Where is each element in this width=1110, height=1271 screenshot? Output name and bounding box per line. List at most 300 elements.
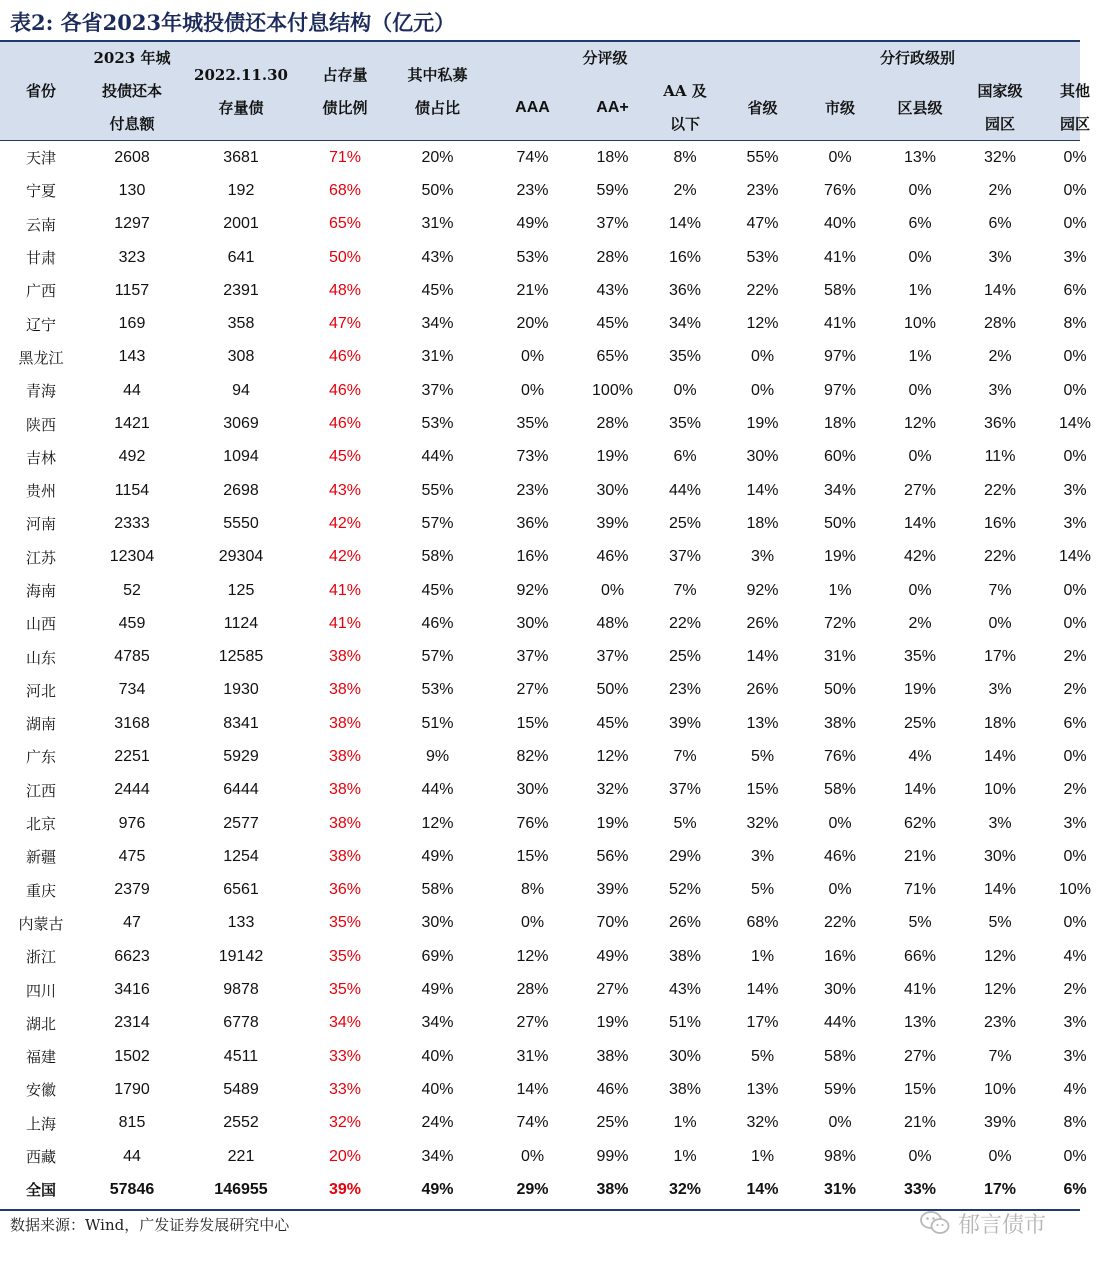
value-cell: 2314: [114, 1014, 150, 1032]
value-cell: 13%: [904, 148, 937, 166]
value-cell: 59%: [596, 181, 629, 199]
value-cell: 48%: [596, 614, 629, 632]
share-cell: 38%: [328, 814, 362, 832]
table-row: [0, 640, 1110, 673]
value-cell: 13%: [746, 1080, 779, 1098]
value-cell: 3%: [1063, 1047, 1087, 1065]
header-other-park-line2: 园区: [1060, 115, 1091, 133]
value-cell: 0%: [1063, 181, 1087, 199]
value-cell: 37%: [596, 215, 629, 233]
province-cell: 山东: [25, 648, 56, 667]
value-cell: 1%: [750, 947, 775, 965]
value-cell: 40%: [421, 1080, 454, 1098]
value-cell: 6%: [908, 215, 932, 233]
value-cell: 14%: [984, 747, 1017, 765]
value-cell: 21%: [904, 1114, 937, 1132]
header-private-line1: 其中私募: [407, 65, 468, 84]
value-cell: 37%: [596, 648, 629, 666]
value-cell: 74%: [516, 1114, 549, 1132]
value-cell: 31%: [421, 215, 454, 233]
value-cell: 3%: [1063, 514, 1087, 532]
value-cell: 47%: [746, 215, 779, 233]
share-cell: 35%: [328, 914, 362, 932]
value-cell: 3%: [1063, 814, 1087, 832]
value-cell: 53%: [516, 248, 549, 266]
value-cell: 97%: [824, 348, 857, 366]
value-cell: 4%: [1063, 1080, 1087, 1098]
value-cell: 23%: [516, 481, 549, 499]
value-cell: 32%: [746, 814, 779, 832]
value-cell: 2%: [988, 181, 1012, 199]
value-cell: 0%: [908, 181, 932, 199]
value-cell: 52: [123, 581, 141, 599]
province-cell: 甘肃: [25, 249, 56, 268]
province-cell: 江西: [25, 781, 56, 800]
value-cell: 28%: [596, 248, 629, 266]
value-cell: 18%: [984, 714, 1017, 732]
province-cell: 全国: [25, 1181, 56, 1200]
value-cell: 8%: [1063, 1114, 1087, 1132]
value-cell: 0%: [908, 581, 932, 599]
value-cell: 37%: [668, 548, 702, 566]
value-cell: 22%: [746, 281, 779, 299]
header-county: 区县级: [897, 98, 943, 117]
table-row: [0, 407, 1110, 440]
province-cell: 云南: [25, 215, 56, 234]
header-province: 省份: [25, 82, 56, 100]
table-row: [0, 740, 1110, 773]
value-cell: 19%: [746, 415, 779, 433]
value-cell: 58%: [421, 548, 454, 566]
value-cell: 475: [118, 847, 146, 865]
table-row: [0, 1140, 1110, 1173]
value-cell: 17%: [984, 648, 1017, 666]
header-private: [390, 42, 485, 141]
header-aa-plus: AA+: [596, 99, 629, 116]
value-cell: 58%: [421, 881, 454, 899]
table-row: [0, 574, 1110, 607]
province-cell: 江苏: [25, 548, 56, 567]
province-cell: 内蒙古: [18, 914, 64, 933]
value-cell: 1%: [673, 1114, 697, 1132]
header-stock-label: 存量债: [218, 98, 264, 117]
value-cell: 32%: [746, 1114, 779, 1132]
value-cell: 53%: [421, 415, 454, 433]
table-row: [0, 174, 1110, 207]
value-cell: 34%: [421, 315, 454, 333]
value-cell: 3416: [114, 981, 150, 999]
source-note: 数据来源：Wind，广发证券发展研究中心: [10, 1216, 290, 1234]
value-cell: 49%: [421, 1180, 454, 1198]
value-cell: 358: [227, 315, 255, 333]
value-cell: 26%: [668, 914, 702, 932]
table-row: [0, 1073, 1110, 1106]
value-cell: 5550: [223, 514, 259, 532]
value-cell: 47: [123, 914, 141, 932]
value-cell: 30%: [516, 781, 549, 799]
header-other-park: [1040, 75, 1110, 141]
share-cell: 41%: [328, 581, 362, 599]
header-national-park-line2: 园区: [985, 115, 1016, 133]
province-cell: 海南: [25, 582, 56, 600]
value-cell: 53%: [421, 681, 454, 699]
value-cell: 12%: [746, 315, 779, 333]
value-cell: 44: [123, 381, 141, 399]
table-row: [0, 1040, 1110, 1073]
table-row: [0, 507, 1110, 540]
header-rule: [0, 140, 1080, 141]
share-cell: 38%: [328, 714, 362, 732]
table-row: [0, 940, 1110, 973]
value-cell: 9878: [223, 981, 259, 999]
value-cell: 36%: [984, 415, 1017, 433]
value-cell: 4%: [1063, 947, 1087, 965]
value-cell: 0%: [520, 914, 545, 932]
value-cell: 55%: [421, 481, 454, 499]
value-cell: 56%: [596, 847, 629, 865]
province-cell: 贵州: [25, 482, 56, 501]
value-cell: 32%: [596, 781, 629, 799]
header-provincial: 省级: [747, 98, 778, 117]
value-cell: 92%: [746, 581, 779, 599]
value-cell: 16%: [668, 248, 702, 266]
table-row: [0, 973, 1110, 1006]
value-cell: 0%: [908, 248, 932, 266]
value-cell: 57846: [109, 1180, 155, 1198]
value-cell: 2333: [114, 514, 150, 532]
value-cell: 2251: [114, 747, 150, 765]
value-cell: 3681: [223, 148, 259, 166]
value-cell: 45%: [596, 315, 629, 333]
share-cell: 39%: [328, 1180, 362, 1198]
value-cell: 1502: [114, 1047, 150, 1065]
share-cell: 65%: [328, 215, 362, 233]
value-cell: 99%: [596, 1147, 629, 1165]
province-cell: 宁夏: [25, 182, 56, 201]
value-cell: 18%: [824, 415, 857, 433]
value-cell: 6%: [1063, 1180, 1087, 1198]
value-cell: 82%: [516, 747, 549, 765]
value-cell: 976: [118, 814, 146, 832]
value-cell: 3%: [988, 681, 1012, 699]
value-cell: 49%: [421, 847, 454, 865]
province-cell: 上海: [25, 1114, 56, 1133]
value-cell: 70%: [596, 914, 629, 932]
province-cell: 浙江: [25, 948, 56, 967]
table-row: [0, 840, 1110, 873]
value-cell: 6%: [673, 448, 697, 466]
province-cell: 湖北: [25, 1014, 56, 1033]
value-cell: 0%: [750, 381, 775, 399]
value-cell: 12%: [516, 947, 549, 965]
table-row: [0, 208, 1110, 241]
province-cell: 山西: [25, 615, 56, 634]
value-cell: 38%: [668, 1080, 702, 1098]
header-admin-group: 分行政级别: [880, 49, 956, 67]
value-cell: 36%: [516, 514, 549, 532]
value-cell: 35%: [516, 415, 549, 433]
header-share-line2: 债比例: [322, 98, 368, 117]
value-cell: 12%: [596, 747, 629, 765]
value-cell: 0%: [1063, 847, 1087, 865]
value-cell: 0%: [1063, 381, 1087, 399]
value-cell: 28%: [596, 415, 629, 433]
province-cell: 安徽: [25, 1081, 56, 1100]
value-cell: 192: [227, 181, 255, 199]
value-cell: 5%: [673, 814, 697, 832]
value-cell: 38%: [824, 714, 857, 732]
value-cell: 51%: [668, 1014, 702, 1032]
value-cell: 5%: [908, 914, 932, 932]
province-cell: 重庆: [25, 881, 56, 900]
value-cell: 46%: [421, 614, 454, 632]
value-cell: 46%: [596, 1080, 629, 1098]
share-cell: 42%: [328, 514, 362, 532]
value-cell: 76%: [824, 181, 857, 199]
value-cell: 1930: [223, 681, 259, 699]
value-cell: 30%: [984, 847, 1017, 865]
value-cell: 0%: [1063, 448, 1087, 466]
value-cell: 0%: [520, 1147, 545, 1165]
value-cell: 0%: [988, 1147, 1012, 1165]
value-cell: 2%: [988, 348, 1012, 366]
value-cell: 50%: [824, 681, 857, 699]
value-cell: 1%: [673, 1147, 697, 1165]
value-cell: 27%: [516, 681, 549, 699]
share-cell: 71%: [328, 148, 362, 166]
value-cell: 51%: [421, 714, 454, 732]
value-cell: 4511: [223, 1047, 259, 1065]
value-cell: 8%: [520, 881, 545, 899]
value-cell: 0%: [828, 148, 852, 166]
wechat-icon: [920, 1210, 950, 1236]
value-cell: 52%: [668, 881, 702, 899]
value-cell: 42%: [904, 548, 937, 566]
value-cell: 26%: [746, 614, 779, 632]
value-cell: 68%: [746, 914, 779, 932]
value-cell: 20%: [421, 148, 454, 166]
value-cell: 34%: [824, 481, 857, 499]
province-cell: 河北: [25, 681, 56, 700]
value-cell: 32%: [668, 1180, 702, 1198]
share-cell: 45%: [328, 448, 362, 466]
value-cell: 34%: [668, 315, 702, 333]
value-cell: 0%: [673, 381, 697, 399]
value-cell: 6778: [223, 1014, 259, 1032]
value-cell: 28%: [516, 981, 549, 999]
header-other-park-line1: 其他: [1060, 82, 1091, 100]
value-cell: 46%: [824, 847, 857, 865]
value-cell: 0%: [988, 614, 1012, 632]
value-cell: 11%: [984, 448, 1016, 466]
value-cell: 17%: [746, 1014, 779, 1032]
bottom-rule: [0, 1209, 1080, 1211]
value-cell: 25%: [904, 714, 937, 732]
value-cell: 12%: [421, 814, 454, 832]
value-cell: 14%: [516, 1080, 549, 1098]
value-cell: 4785: [114, 648, 150, 666]
share-cell: 38%: [328, 648, 362, 666]
header-stock: [182, 42, 300, 141]
value-cell: 39%: [596, 881, 629, 899]
value-cell: 3%: [988, 814, 1012, 832]
value-cell: 1154: [114, 481, 150, 499]
value-cell: 6444: [223, 781, 259, 799]
value-cell: 30%: [421, 914, 454, 932]
value-cell: 49%: [516, 215, 549, 233]
value-cell: 66%: [904, 947, 937, 965]
header-repay-2023: [82, 42, 182, 141]
value-cell: 19%: [596, 1014, 629, 1032]
header-rating-group: 分评级: [582, 49, 628, 67]
share-cell: 35%: [328, 981, 362, 999]
value-cell: 44%: [421, 448, 454, 466]
value-cell: 73%: [516, 448, 549, 466]
value-cell: 32%: [984, 148, 1017, 166]
value-cell: 44%: [824, 1014, 857, 1032]
value-cell: 3%: [750, 548, 775, 566]
share-cell: 33%: [328, 1047, 362, 1065]
value-cell: 44: [123, 1147, 141, 1165]
header-city: 市级: [825, 98, 856, 117]
value-cell: 50%: [421, 181, 454, 199]
value-cell: 14%: [904, 514, 937, 532]
value-cell: 35%: [668, 348, 702, 366]
value-cell: 49%: [596, 947, 629, 965]
table-title: 表2: 各省2023年城投债还本付息结构（亿元）: [10, 10, 456, 35]
value-cell: 22%: [668, 614, 702, 632]
value-cell: 4%: [908, 747, 932, 765]
table-row: [0, 441, 1110, 474]
table-row: [0, 674, 1110, 707]
value-cell: 7%: [988, 581, 1012, 599]
value-cell: 14%: [984, 881, 1017, 899]
table-row: [0, 774, 1110, 807]
province-cell: 湖南: [25, 715, 56, 734]
share-cell: 32%: [328, 1114, 362, 1132]
value-cell: 815: [118, 1114, 146, 1132]
value-cell: 1%: [750, 1147, 775, 1165]
value-cell: 12585: [218, 648, 264, 666]
value-cell: 5489: [223, 1080, 259, 1098]
value-cell: 0%: [1063, 148, 1087, 166]
value-cell: 31%: [421, 348, 454, 366]
value-cell: 1421: [114, 415, 150, 433]
header-national-park: [960, 75, 1040, 141]
table-row: [0, 1107, 1110, 1140]
value-cell: 5%: [750, 1047, 775, 1065]
value-cell: 2577: [223, 814, 259, 832]
value-cell: 2444: [114, 781, 150, 799]
value-cell: 1297: [114, 215, 150, 233]
table-row: [0, 374, 1110, 407]
value-cell: 28%: [984, 315, 1017, 333]
value-cell: 0%: [750, 348, 775, 366]
value-cell: 36%: [668, 281, 702, 299]
value-cell: 69%: [421, 947, 454, 965]
value-cell: 308: [227, 348, 255, 366]
value-cell: 3168: [114, 714, 150, 732]
value-cell: 0%: [1063, 914, 1087, 932]
share-cell: 38%: [328, 681, 362, 699]
value-cell: 5929: [223, 747, 259, 765]
province-cell: 西藏: [25, 1148, 56, 1167]
value-cell: 2%: [1063, 648, 1087, 666]
value-cell: 29304: [218, 548, 264, 566]
value-cell: 76%: [824, 747, 857, 765]
share-cell: 38%: [328, 781, 362, 799]
watermark-text: 郁言债市: [957, 1212, 1046, 1238]
value-cell: 8341: [223, 714, 259, 732]
header-stock-date: 2022.11.30: [194, 65, 288, 84]
value-cell: 0%: [1063, 215, 1087, 233]
value-cell: 76%: [516, 814, 549, 832]
value-cell: 22%: [984, 548, 1017, 566]
province-cell: 北京: [25, 815, 56, 834]
table-row: [0, 341, 1110, 374]
table-row: [0, 607, 1110, 640]
value-cell: 3%: [1063, 248, 1087, 266]
header-private-line2: 债占比: [414, 98, 460, 117]
value-cell: 57%: [421, 514, 454, 532]
province-cell: 黑龙江: [18, 348, 64, 367]
value-cell: 43%: [596, 281, 629, 299]
value-cell: 6%: [988, 215, 1012, 233]
value-cell: 30%: [746, 448, 779, 466]
value-cell: 45%: [421, 281, 454, 299]
share-cell: 68%: [328, 181, 362, 199]
value-cell: 41%: [904, 981, 937, 999]
value-cell: 38%: [668, 947, 702, 965]
value-cell: 10%: [984, 781, 1017, 799]
value-cell: 1254: [223, 847, 259, 865]
value-cell: 41%: [824, 248, 857, 266]
value-cell: 72%: [824, 614, 857, 632]
share-cell: 35%: [328, 947, 362, 965]
value-cell: 26%: [746, 681, 779, 699]
value-cell: 5%: [750, 747, 775, 765]
table-row: [0, 474, 1110, 507]
value-cell: 7%: [673, 581, 697, 599]
header-share-line1: 占存量: [322, 65, 368, 84]
value-cell: 1%: [908, 348, 932, 366]
province-cell: 辽宁: [25, 315, 56, 334]
value-cell: 30%: [596, 481, 629, 499]
table-row: [0, 274, 1110, 307]
value-cell: 65%: [596, 348, 629, 366]
value-cell: 0%: [1063, 747, 1087, 765]
value-cell: 10%: [984, 1080, 1017, 1098]
share-cell: 43%: [328, 481, 362, 499]
value-cell: 133: [227, 914, 255, 932]
value-cell: 146955: [214, 1180, 268, 1198]
value-cell: 27%: [904, 1047, 937, 1065]
value-cell: 6623: [114, 947, 150, 965]
value-cell: 3%: [1063, 1014, 1087, 1032]
value-cell: 33%: [904, 1180, 937, 1198]
value-cell: 1094: [223, 448, 259, 466]
province-cell: 天津: [25, 149, 56, 168]
province-cell: 广东: [25, 748, 56, 767]
value-cell: 14%: [1059, 415, 1092, 433]
value-cell: 40%: [421, 1047, 454, 1065]
table-row: [0, 241, 1110, 274]
table-row: [0, 307, 1110, 340]
value-cell: 6%: [1063, 281, 1087, 299]
value-cell: 6%: [1063, 714, 1087, 732]
value-cell: 43%: [421, 248, 454, 266]
value-cell: 37%: [516, 648, 549, 666]
